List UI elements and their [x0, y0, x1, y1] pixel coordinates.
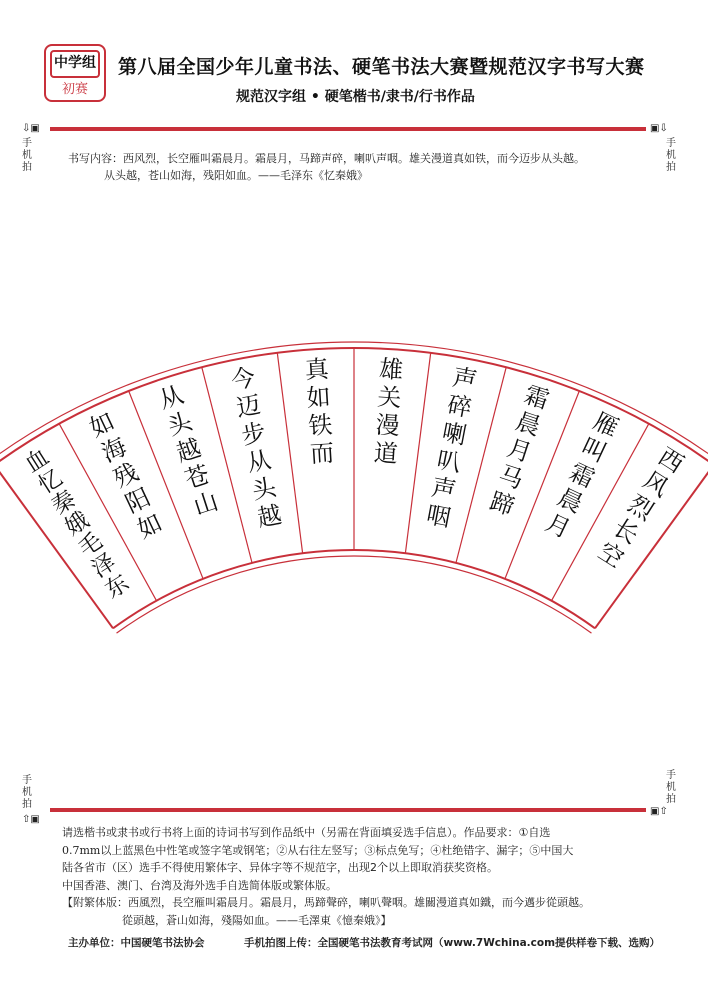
fan-character: 道 — [373, 438, 399, 469]
fan-character: 越 — [254, 500, 284, 533]
fan-character: 月 — [541, 508, 575, 544]
group-label: 中学组 — [50, 50, 100, 78]
fan-character: 咽 — [424, 500, 454, 533]
fan-character: 晨 — [512, 407, 544, 442]
fan-character: 关 — [376, 382, 403, 413]
fan-character: 风 — [638, 465, 674, 503]
requirements — [62, 824, 656, 929]
stage-label: 初赛 — [61, 82, 88, 97]
fan-character: 忆 — [34, 464, 68, 500]
fan-character: 声 — [429, 472, 459, 505]
fan-character: 叫 — [577, 432, 611, 468]
camera-icon: ⇧▣ — [22, 814, 40, 825]
requirements-line-5: 【附繁体版：西風烈，長空雁叫霜晨月。霜晨月，馬蹄聲碎，喇叭聲咽。雄關漫道真如鐵，而今邁步從頭越。 — [62, 896, 590, 909]
fan-character: 秦 — [47, 485, 81, 521]
camera-icon: ▣⇧ — [650, 806, 668, 817]
fan-character: 雁 — [589, 407, 623, 443]
organizer: 主办单位：中国硬笔书法协会 — [68, 937, 205, 949]
fan-character: 碎 — [445, 390, 475, 423]
fan-character: 头 — [249, 472, 279, 505]
fan-character: 越 — [172, 433, 205, 468]
fan-character: 空 — [593, 536, 629, 574]
writing-content — [68, 150, 648, 184]
fan-character: 海 — [97, 432, 131, 468]
camera-icon: ▣⇩ — [650, 123, 668, 134]
page-subtitle: 规范汉字组 • 硬笔楷书/隶书/行书作品 — [236, 89, 475, 105]
fan-character: 从 — [155, 380, 187, 415]
fan-character: 霜 — [521, 380, 553, 415]
fan-character: 喇 — [439, 417, 469, 450]
camera-icon: ⇩▣ — [22, 123, 40, 134]
fan-character: 霜 — [565, 457, 599, 494]
fan-character: 长 — [608, 513, 644, 550]
requirements-line-2: 0.7mm以上蓝黑色中性笔或签字笔或钢笔；②从右往左竖写；③标点免写；④杜绝错字、漏字；⑤中国大 — [62, 843, 574, 857]
fan-character: 山 — [190, 486, 222, 521]
fan-character: 真 — [304, 354, 330, 385]
fan-character: 残 — [109, 457, 143, 494]
fan-character: 头 — [164, 407, 196, 442]
fan-character: 血 — [20, 443, 54, 479]
phone-shot-label-bottom-right: 手机拍 — [666, 770, 676, 805]
requirements-line-4: 中国香港、澳门、台湾及海外选手自选简体版或繁体版。 — [62, 878, 337, 892]
content-label: 书写内容： — [68, 152, 123, 165]
fan-character: 阳 — [121, 483, 155, 519]
requirements-line-1: 请选楷书或隶书或行书将上面的诗词书写到作品纸中（另需在背面填妥选手信息）。作品要求：①自选 — [62, 826, 551, 839]
fan-character: 步 — [239, 417, 269, 450]
fan-character: 晨 — [553, 483, 587, 519]
fan-character: 迈 — [233, 390, 263, 423]
fan-character: 东 — [100, 569, 134, 605]
fan-character: 马 — [495, 460, 527, 495]
page-title: 第八届全国少年儿童书法、硬笔书法大赛暨规范汉字书写大赛 — [118, 56, 645, 78]
fan-character: 漫 — [374, 410, 401, 441]
fan-character: 娥 — [60, 506, 94, 542]
fan-character: 从 — [244, 445, 274, 478]
fan-character: 烈 — [623, 489, 659, 527]
fan-character: 泽 — [87, 548, 121, 584]
bottom-rule — [50, 808, 646, 812]
requirements-line-3: 陆各省市（区）选手不得使用繁体字、异体字等不规范字，出现2个以上即取消获奖资格。 — [62, 861, 498, 874]
fan-character: 如 — [85, 407, 119, 443]
upload-info: 手机拍图上传：全国硬笔书法教育考试网（www.7Wchina.com提供样卷下载、选购） — [244, 937, 661, 949]
fan-inner-arc — [117, 556, 592, 633]
fan-character: 叭 — [434, 445, 464, 478]
fan-character: 铁 — [307, 410, 334, 441]
fan-inner-arc-inner — [113, 550, 595, 628]
top-rule — [50, 127, 646, 131]
fan-writing-sheet — [0, 300, 708, 640]
phone-shot-label-bottom-left: 手机拍 — [22, 775, 32, 810]
fan-character: 月 — [503, 433, 536, 468]
requirements-line-6: 從頭越，蒼山如海，殘陽如血。——毛澤東《憶秦娥》】 — [122, 913, 392, 927]
fan-character: 声 — [450, 362, 480, 395]
fan-character: 蹄 — [486, 486, 518, 521]
fan-character: 如 — [133, 508, 167, 544]
fan-character: 苍 — [181, 460, 213, 495]
phone-shot-label-top-right: 手机拍 — [666, 138, 676, 173]
group-badge — [44, 44, 106, 102]
content-line-1: 西风烈，长空雁叫霜晨月。霜晨月，马蹄声碎，喇叭声咽。雄关漫道真如铁，而今迈步从头越。 — [123, 152, 585, 165]
fan-character: 毛 — [73, 527, 108, 563]
fan-character: 今 — [228, 362, 258, 395]
content-line-2: 从头越，苍山如海，残阳如血。——毛泽东《忆秦娥》 — [104, 169, 368, 182]
fan-character: 西 — [653, 442, 689, 479]
fan-character: 如 — [305, 382, 332, 413]
fan-character: 而 — [309, 438, 335, 469]
fan-character: 雄 — [378, 354, 404, 385]
phone-shot-label-top-left: 手机拍 — [22, 138, 32, 173]
